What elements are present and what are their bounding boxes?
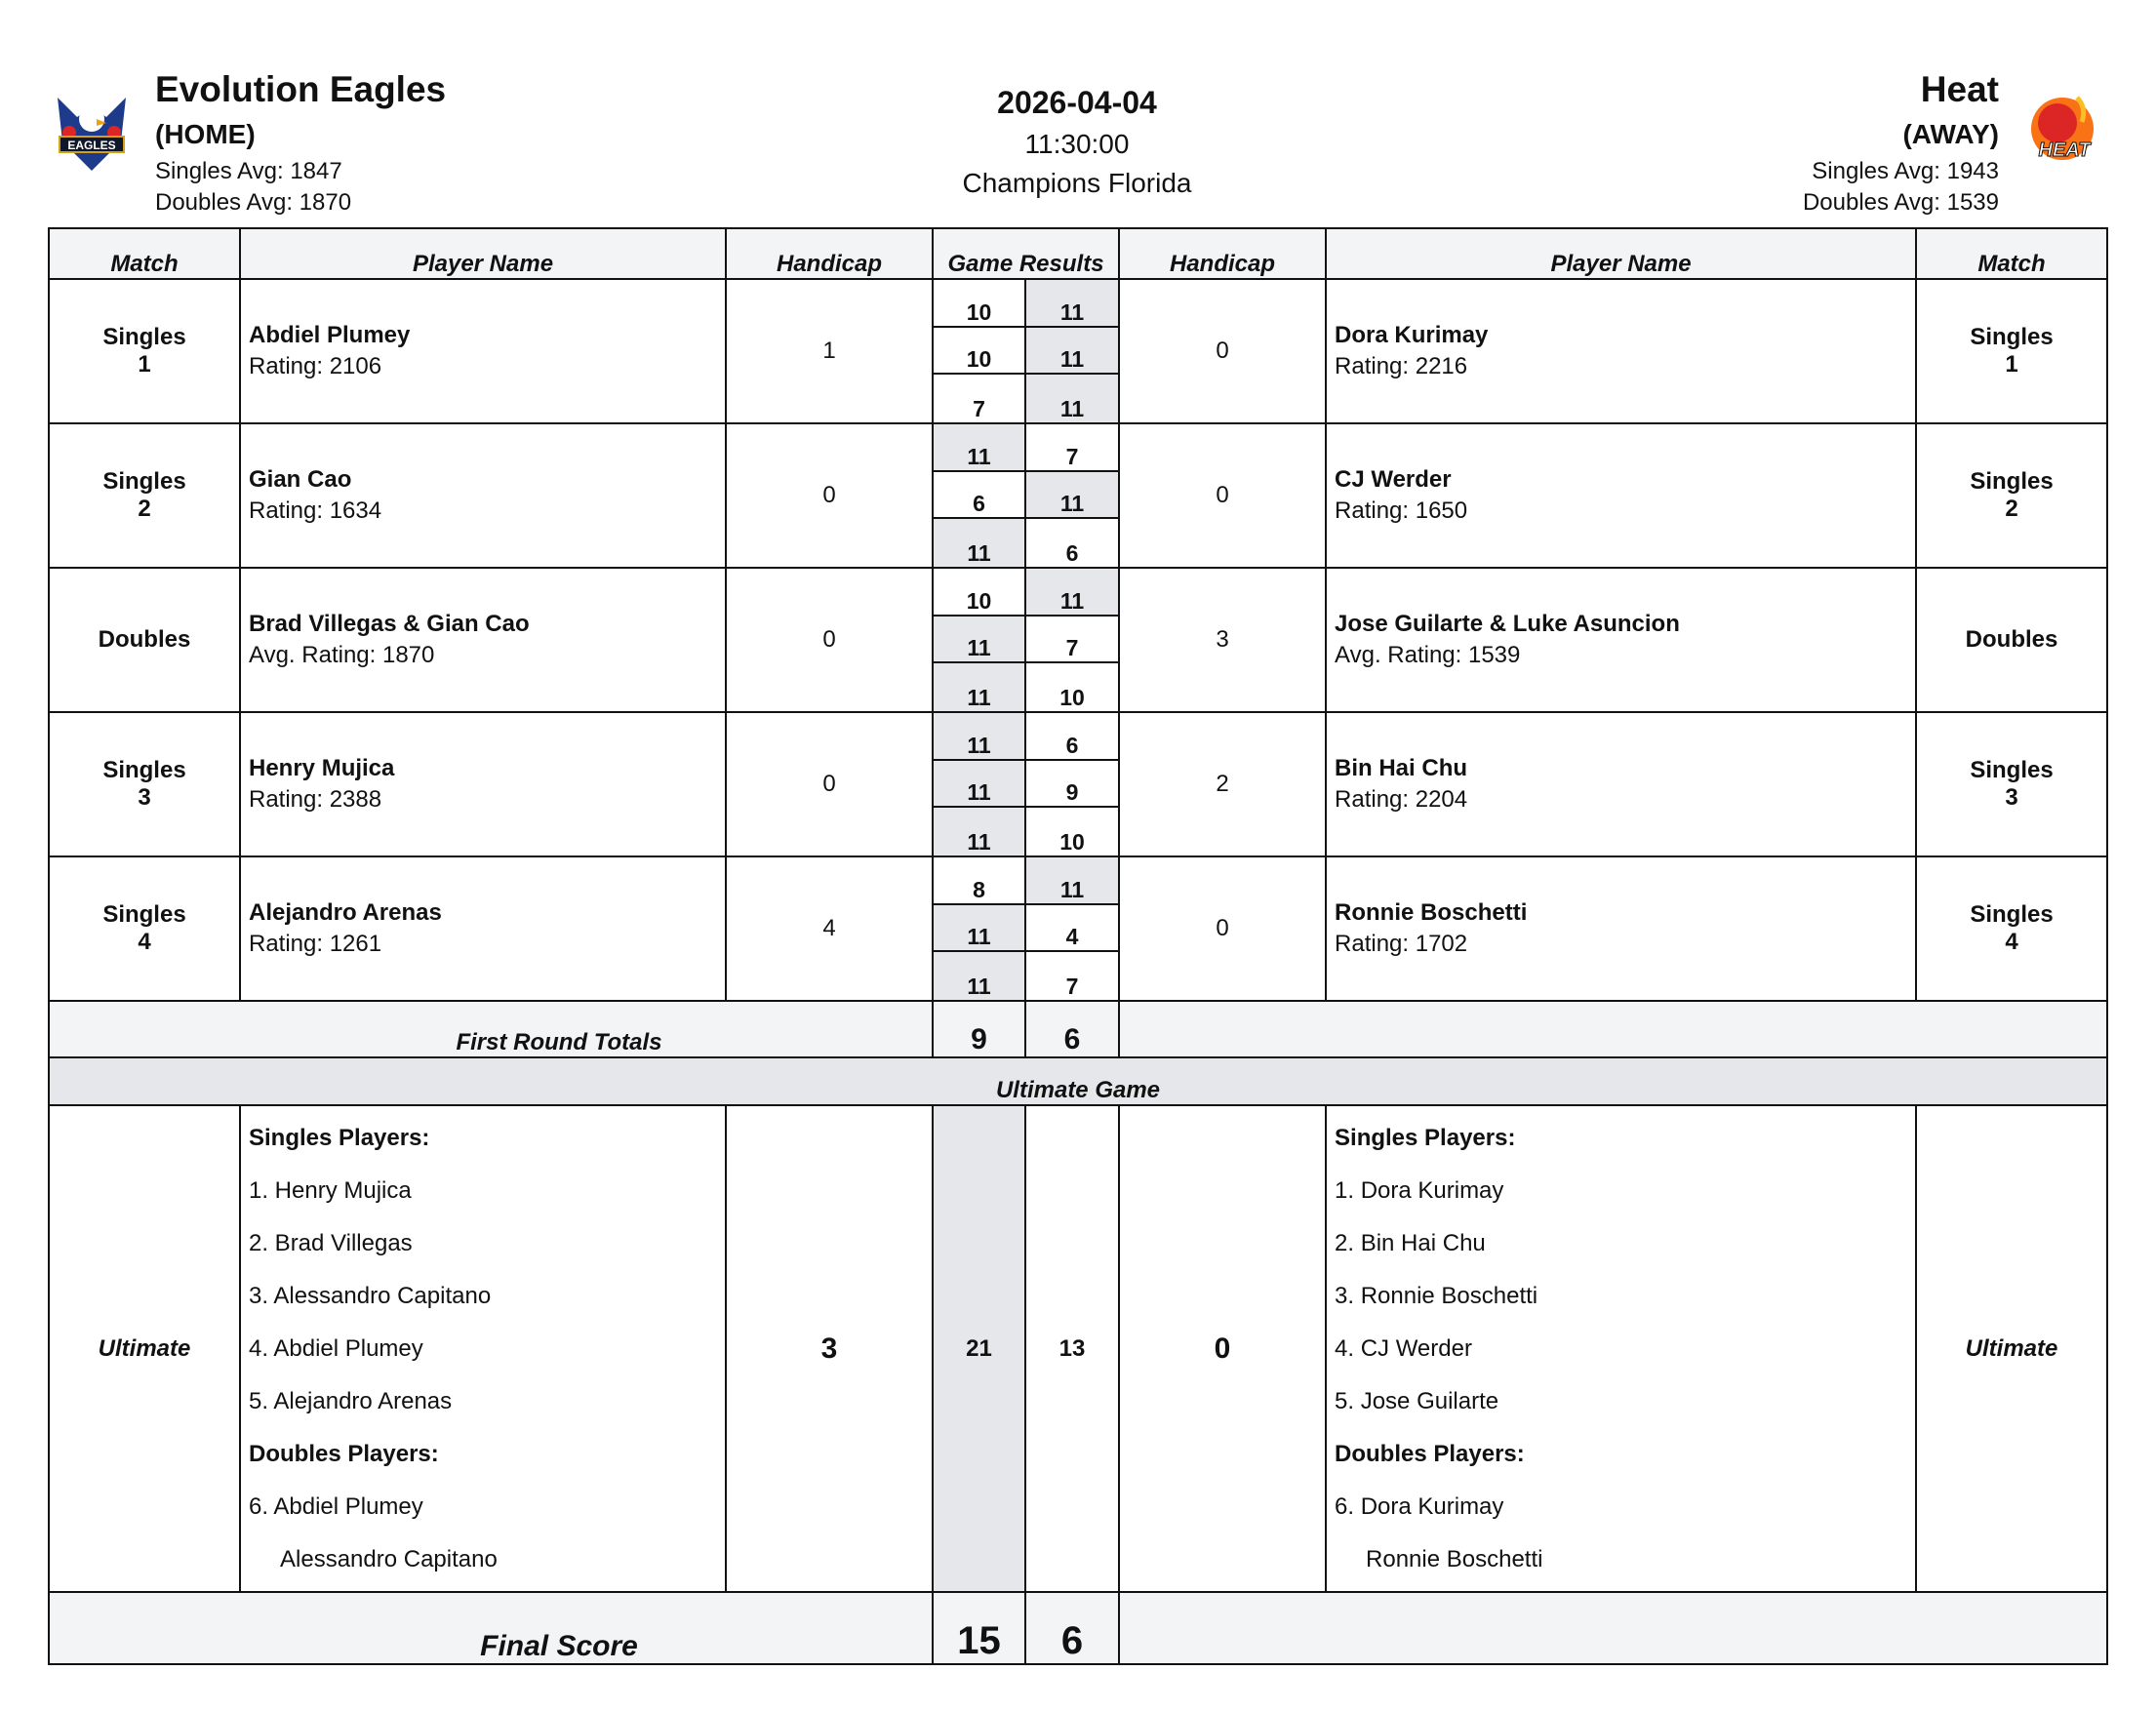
player-rating: Rating: 1261 bbox=[249, 931, 382, 957]
ultimate-label-home: Ultimate bbox=[49, 1105, 240, 1592]
home-games bbox=[933, 712, 1025, 856]
home-games bbox=[933, 568, 1025, 712]
match-row bbox=[49, 568, 2107, 712]
home-handicap: 0 bbox=[726, 423, 933, 568]
ultimate-row bbox=[49, 1105, 2107, 1592]
player-rating: Rating: 2388 bbox=[249, 786, 382, 813]
first-round-label: First Round Totals bbox=[49, 1001, 933, 1057]
match-type: Singles bbox=[1970, 901, 2054, 928]
player-name: Ronnie Boschetti bbox=[1335, 899, 1528, 926]
match-number: 4 bbox=[2005, 929, 2018, 955]
empty-cell bbox=[1119, 1001, 2107, 1057]
lineup-line: 1. Dora Kurimay bbox=[1335, 1176, 1504, 1204]
away-ultimate-lineup bbox=[1326, 1105, 1916, 1592]
home-doubles-avg: Doubles Avg: 1870 bbox=[155, 189, 352, 216]
lineup-line: 6. Abdiel Plumey bbox=[249, 1492, 423, 1520]
away-handicap: 3 bbox=[1119, 568, 1326, 712]
home-team-name: Evolution Eagles bbox=[155, 69, 447, 109]
scoresheet-table bbox=[48, 227, 2108, 1665]
away-player bbox=[1326, 279, 1916, 423]
match-row bbox=[49, 856, 2107, 1001]
match-time: 11:30:00 bbox=[1024, 129, 1130, 159]
ultimate-handicap-away: 0 bbox=[1119, 1105, 1326, 1592]
home-player bbox=[240, 712, 726, 856]
lineup-line: 4. CJ Werder bbox=[1335, 1334, 1472, 1362]
col-game-results: Game Results bbox=[933, 228, 1119, 279]
game-score-away: 6 bbox=[1026, 713, 1118, 761]
game-score-home: 11 bbox=[934, 761, 1024, 809]
lineup-line: 5. Alejandro Arenas bbox=[249, 1387, 453, 1414]
empty-cell bbox=[1119, 1592, 2107, 1664]
game-score-home: 10 bbox=[934, 328, 1024, 376]
match-number: 1 bbox=[2005, 351, 2018, 378]
match-number: 3 bbox=[2005, 784, 2018, 811]
game-score-home: 11 bbox=[934, 519, 1024, 567]
home-handicap: 0 bbox=[726, 568, 933, 712]
col-handicap-home: Handicap bbox=[726, 228, 933, 279]
player-rating: Rating: 2204 bbox=[1335, 786, 1468, 813]
match-label-away bbox=[1916, 423, 2107, 568]
match-date: 2026-04-04 bbox=[997, 85, 1157, 120]
player-name: Brad Villegas & Gian Cao bbox=[249, 611, 530, 637]
match-label-home bbox=[49, 712, 240, 856]
player-rating: Avg. Rating: 1870 bbox=[249, 642, 435, 668]
player-name: Bin Hai Chu bbox=[1335, 755, 1468, 781]
match-number: 1 bbox=[138, 351, 151, 378]
first-round-totals-row bbox=[49, 1001, 2107, 1057]
away-player bbox=[1326, 856, 1916, 1001]
match-type: Singles bbox=[102, 757, 186, 783]
game-score-away: 11 bbox=[1026, 472, 1118, 520]
game-score-away: 7 bbox=[1026, 617, 1118, 664]
lineup-line: 4. Abdiel Plumey bbox=[249, 1334, 423, 1362]
lineup-line: 2. Bin Hai Chu bbox=[1335, 1229, 1486, 1256]
home-player bbox=[240, 279, 726, 423]
match-type: Singles bbox=[1970, 757, 2054, 783]
away-singles-avg: Singles Avg: 1943 bbox=[1812, 158, 1999, 184]
match-label-away bbox=[1916, 279, 2107, 423]
final-away-score: 6 bbox=[1025, 1592, 1119, 1664]
match-type: Doubles bbox=[98, 626, 191, 653]
away-player bbox=[1326, 712, 1916, 856]
match-type: Singles bbox=[1970, 468, 2054, 495]
match-number: 2 bbox=[138, 496, 151, 522]
match-type: Doubles bbox=[1965, 626, 2058, 653]
away-team bbox=[1803, 66, 2106, 219]
player-rating: Rating: 1634 bbox=[249, 497, 382, 524]
home-games bbox=[933, 423, 1025, 568]
match-label-home bbox=[49, 423, 240, 568]
away-player bbox=[1326, 568, 1916, 712]
player-name: Jose Guilarte & Luke Asuncion bbox=[1335, 611, 1680, 637]
away-doubles-avg: Doubles Avg: 1539 bbox=[1802, 189, 1999, 216]
game-score-home: 11 bbox=[934, 424, 1024, 472]
venue: Champions Florida bbox=[962, 168, 1192, 198]
col-match-home: Match bbox=[49, 228, 240, 279]
match-type: Singles bbox=[1970, 324, 2054, 350]
away-team-name: Heat bbox=[1920, 69, 1999, 109]
ultimate-label-away: Ultimate bbox=[1916, 1105, 2107, 1592]
home-player bbox=[240, 568, 726, 712]
lineup-line: Doubles Players: bbox=[249, 1440, 439, 1467]
home-games bbox=[933, 279, 1025, 423]
home-games bbox=[933, 856, 1025, 1001]
player-name: Gian Cao bbox=[249, 466, 352, 493]
match-row bbox=[49, 279, 2107, 423]
ultimate-home-score: 21 bbox=[933, 1105, 1025, 1592]
home-singles-avg: Singles Avg: 1847 bbox=[155, 158, 342, 184]
game-score-away: 6 bbox=[1065, 539, 1079, 566]
player-rating: Rating: 2216 bbox=[1335, 353, 1468, 379]
match-header bbox=[48, 66, 2106, 216]
lineup-line: Singles Players: bbox=[249, 1124, 430, 1151]
away-handicap: 2 bbox=[1119, 712, 1326, 856]
lineup-line: Alessandro Capitano bbox=[280, 1545, 498, 1572]
lineup-line: Ronnie Boschetti bbox=[1366, 1545, 1543, 1572]
match-label-away bbox=[1916, 568, 2107, 712]
home-handicap: 0 bbox=[726, 712, 933, 856]
lineup-line: 3. Alessandro Capitano bbox=[249, 1282, 492, 1309]
game-score-home: 6 bbox=[934, 472, 1024, 520]
match-number: 3 bbox=[138, 784, 151, 811]
ultimate-game-header: Ultimate Game bbox=[49, 1057, 2107, 1105]
match-row bbox=[49, 423, 2107, 568]
home-label: (HOME) bbox=[155, 119, 256, 149]
home-handicap: 1 bbox=[726, 279, 933, 423]
game-score-away: 4 bbox=[1026, 905, 1118, 953]
match-number: 4 bbox=[138, 929, 151, 955]
game-score-away: 10 bbox=[1059, 828, 1085, 855]
lineup-line: 1. Henry Mujica bbox=[249, 1176, 412, 1204]
lineup-line: 6. Dora Kurimay bbox=[1335, 1492, 1504, 1520]
col-player-away: Player Name bbox=[1326, 228, 1916, 279]
col-handicap-away: Handicap bbox=[1119, 228, 1326, 279]
game-score-home: 11 bbox=[934, 663, 1024, 711]
lineup-line: Doubles Players: bbox=[1335, 1440, 1525, 1467]
ultimate-handicap-home: 3 bbox=[726, 1105, 933, 1592]
player-name: Dora Kurimay bbox=[1335, 322, 1489, 348]
away-games bbox=[1025, 568, 1119, 712]
home-player bbox=[240, 856, 726, 1001]
game-score-home: 10 bbox=[934, 569, 1024, 617]
game-score-away: 11 bbox=[1026, 569, 1118, 617]
match-number: 2 bbox=[2005, 496, 2018, 522]
player-rating: Rating: 1650 bbox=[1335, 497, 1468, 524]
match-row bbox=[49, 712, 2107, 856]
game-score-away: 11 bbox=[1026, 280, 1118, 328]
lineup-line: Singles Players: bbox=[1335, 1124, 1516, 1151]
lineup-line: 3. Ronnie Boschetti bbox=[1335, 1282, 1538, 1309]
away-player bbox=[1326, 423, 1916, 568]
player-name: Abdiel Plumey bbox=[249, 322, 411, 348]
game-score-home: 11 bbox=[934, 905, 1024, 953]
game-score-home: 11 bbox=[934, 713, 1024, 761]
event-info bbox=[48, 80, 2106, 203]
final-home-score: 15 bbox=[933, 1592, 1025, 1664]
game-score-away: 11 bbox=[1026, 328, 1118, 376]
home-player bbox=[240, 423, 726, 568]
player-rating: Rating: 1702 bbox=[1335, 931, 1468, 957]
match-type: Singles bbox=[102, 468, 186, 495]
lineup-line: 2. Brad Villegas bbox=[249, 1229, 413, 1256]
game-score-home: 7 bbox=[973, 395, 985, 421]
final-score-row bbox=[49, 1592, 2107, 1664]
match-type: Singles bbox=[102, 901, 186, 928]
player-rating: Rating: 2106 bbox=[249, 353, 382, 379]
player-name: CJ Werder bbox=[1335, 466, 1452, 493]
first-round-away-total: 6 bbox=[1025, 1001, 1119, 1057]
away-handicap: 0 bbox=[1119, 279, 1326, 423]
away-games bbox=[1025, 856, 1119, 1001]
match-label-home bbox=[49, 279, 240, 423]
match-label-away bbox=[1916, 712, 2107, 856]
lineup-line: 5. Jose Guilarte bbox=[1335, 1387, 1499, 1414]
match-label-home bbox=[49, 856, 240, 1001]
home-handicap: 4 bbox=[726, 856, 933, 1001]
game-score-home: 11 bbox=[934, 952, 1024, 1000]
svg-text:EAGLES: EAGLES bbox=[67, 139, 116, 152]
away-handicap: 0 bbox=[1119, 423, 1326, 568]
game-score-away: 7 bbox=[1026, 424, 1118, 472]
game-score-away: 7 bbox=[1065, 973, 1079, 999]
match-type: Singles bbox=[102, 324, 186, 350]
game-score-away: 11 bbox=[1026, 375, 1118, 422]
away-games bbox=[1025, 712, 1119, 856]
game-score-away: 9 bbox=[1026, 761, 1118, 809]
home-ultimate-lineup bbox=[240, 1105, 726, 1592]
game-score-home: 10 bbox=[934, 280, 1024, 328]
svg-text:HEAT: HEAT bbox=[2038, 139, 2091, 161]
heat-logo-icon bbox=[2018, 88, 2106, 176]
player-name: Henry Mujica bbox=[249, 755, 395, 781]
game-score-home: 8 bbox=[934, 857, 1024, 905]
match-label-home bbox=[49, 568, 240, 712]
col-match-away: Match bbox=[1916, 228, 2107, 279]
game-score-home: 11 bbox=[934, 617, 1024, 664]
game-score-home: 11 bbox=[934, 808, 1024, 856]
final-score-label: Final Score bbox=[49, 1592, 933, 1664]
away-games bbox=[1025, 279, 1119, 423]
player-rating: Avg. Rating: 1539 bbox=[1335, 642, 1521, 668]
game-score-away: 10 bbox=[1059, 684, 1085, 710]
ultimate-away-score: 13 bbox=[1025, 1105, 1119, 1592]
away-label: (AWAY) bbox=[1902, 119, 1999, 149]
player-name: Alejandro Arenas bbox=[249, 899, 442, 926]
away-handicap: 0 bbox=[1119, 856, 1326, 1001]
col-player-home: Player Name bbox=[240, 228, 726, 279]
game-score-away: 11 bbox=[1026, 857, 1118, 905]
match-label-away bbox=[1916, 856, 2107, 1001]
first-round-home-total: 9 bbox=[933, 1001, 1025, 1057]
away-games bbox=[1025, 423, 1119, 568]
